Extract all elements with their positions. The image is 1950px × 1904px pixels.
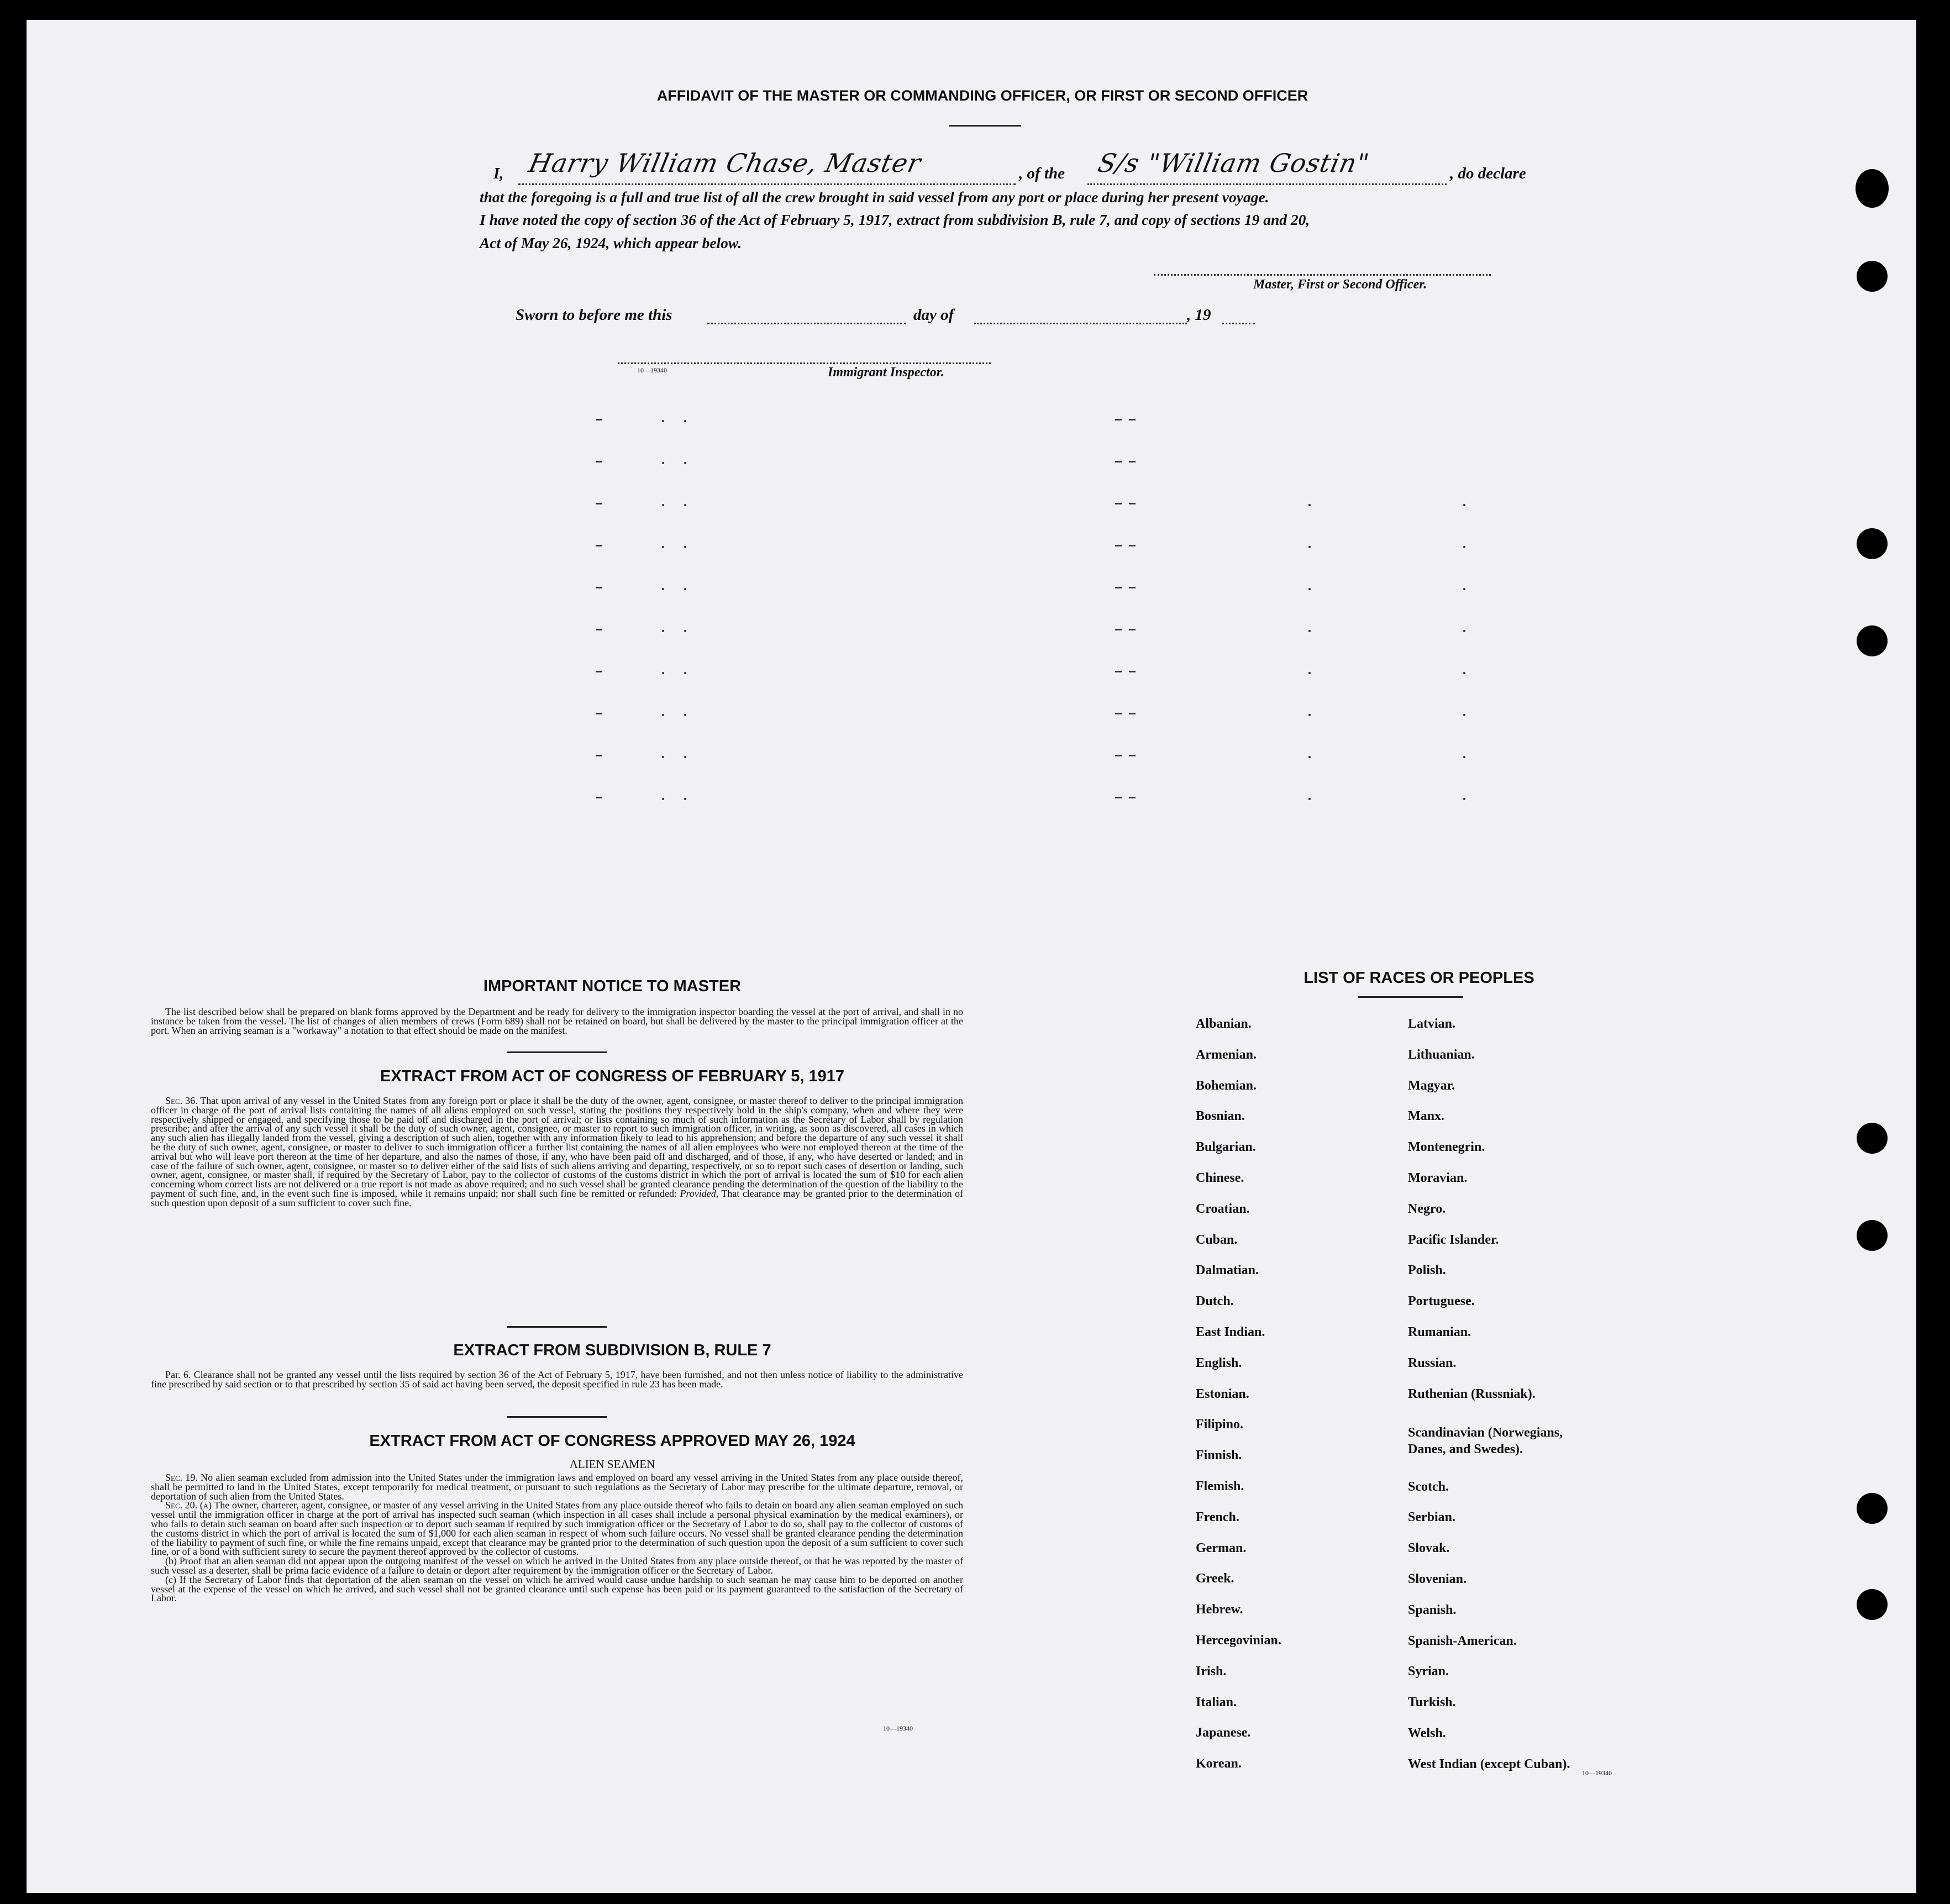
bleed-tick xyxy=(1129,713,1136,714)
bleed-tick xyxy=(1115,629,1122,630)
race-item: Manx. xyxy=(1408,1109,1444,1124)
bleed-dot xyxy=(1463,588,1465,590)
bleed-tick xyxy=(596,503,602,504)
bleed-dot xyxy=(662,462,664,464)
bleed-dot xyxy=(684,630,686,632)
punch-hole xyxy=(1857,261,1888,292)
sworn-day-label: day of xyxy=(913,306,954,324)
race-item: Japanese. xyxy=(1196,1726,1251,1740)
bleed-dot xyxy=(684,756,686,758)
bleed-dot xyxy=(684,798,686,800)
race-item: Flemish. xyxy=(1196,1479,1244,1493)
rule-7-text xyxy=(151,1370,963,1389)
sworn-date-blank xyxy=(707,323,906,324)
bleed-dot xyxy=(684,462,686,464)
bleed-dot xyxy=(1463,798,1465,800)
signature-line xyxy=(1154,274,1491,276)
race-item: Slovenian. xyxy=(1408,1572,1467,1586)
notice-title: IMPORTANT NOTICE TO MASTER xyxy=(483,977,742,995)
bleed-tick xyxy=(596,461,602,462)
bleed-dot xyxy=(684,714,686,716)
section-20-label: Sec. 20. (a) xyxy=(165,1500,212,1511)
proviso-label: Provided, xyxy=(680,1187,719,1199)
section-20b-paragraph: (b) Proof that an alien seaman did not appear upon the outgoing manifest of the vessel on which he arrived in the United States from any place outside thereof, or that he was reported by the master of such vessel as a deserter, shall be prima facie evidence of a failure to detain or deport after requirement by the immigration officer or the Secretary of Labor. xyxy=(151,1555,963,1576)
bleed-tick xyxy=(1129,461,1136,462)
bleed-dot xyxy=(1308,630,1311,632)
notice-divider xyxy=(507,1051,607,1053)
vessel-blank-line xyxy=(1087,183,1447,185)
bleed-tick xyxy=(1115,671,1122,672)
bleed-dot xyxy=(684,504,686,506)
sworn-prefix: Sworn to before me this xyxy=(516,306,672,324)
notice-paragraph: The list described below shall be prepared on blank forms approved by the Department and be ready for delivery to the immigration inspector boarding the vessel at the port of arrival, and shall in no instance be taken from the vessel. The list of changes of alien members of crews (Form 689) shall not be retained on board, but shall be delivered by the master to the principal immigration officer at the port. When an arriving seaman is a "workaway" a notation to that effect should be made on the manifest. xyxy=(151,1006,963,1036)
vessel-name-handwriting: S/s "William Gostin" xyxy=(1095,148,1373,178)
bleed-tick xyxy=(596,755,602,756)
race-item: West Indian (except Cuban). xyxy=(1408,1756,1570,1771)
race-item: Spanish-American. xyxy=(1408,1633,1517,1648)
race-item: Lithuanian. xyxy=(1408,1047,1475,1062)
bleed-tick xyxy=(1115,503,1122,504)
name-blank-line xyxy=(518,183,1016,185)
bleed-tick xyxy=(1115,713,1122,714)
bleed-dot xyxy=(662,588,664,590)
form-page xyxy=(27,20,1916,1893)
extract-1924-title: EXTRACT FROM ACT OF CONGRESS APPROVED MAY 26, 1924 xyxy=(369,1432,855,1450)
bleed-tick xyxy=(596,713,602,714)
bleed-tick xyxy=(1129,797,1136,798)
race-item: Hebrew. xyxy=(1196,1602,1243,1617)
race-item: Montenegrin. xyxy=(1408,1140,1485,1155)
race-item: Greek. xyxy=(1196,1571,1234,1586)
punch-hole xyxy=(1857,1123,1888,1154)
section-19-label: Sec. 19. xyxy=(165,1472,198,1483)
bleed-tick xyxy=(1129,419,1136,420)
race-item: Chinese. xyxy=(1196,1171,1244,1185)
section-20a-paragraph xyxy=(151,1501,963,1556)
proviso-text: That clearance may be granted prior to the determination of such question upon deposit of a sum sufficient to cover such fine. xyxy=(151,1187,964,1208)
affidavit-suffix: , do declare xyxy=(1450,165,1526,182)
bleed-tick xyxy=(596,419,602,420)
bleed-tick xyxy=(1115,461,1122,462)
punch-hole xyxy=(1857,1220,1888,1251)
notice-text xyxy=(151,1007,963,1035)
bleed-tick xyxy=(1115,587,1122,588)
sworn-month-blank xyxy=(974,323,1187,324)
bleed-tick xyxy=(1115,755,1122,756)
title-divider xyxy=(949,125,1021,127)
bleed-dot xyxy=(684,420,686,422)
race-item: Irish. xyxy=(1196,1664,1227,1679)
bleed-dot xyxy=(1308,798,1311,800)
bleed-tick xyxy=(596,629,602,630)
sworn-year-blank xyxy=(1222,323,1255,324)
race-item: Serbian. xyxy=(1408,1510,1456,1525)
race-item: Syrian. xyxy=(1408,1664,1449,1679)
race-item: German. xyxy=(1196,1540,1247,1555)
section-20a-body: The owner, charterer, agent, consignee, or master of any vessel arriving in the United States from any place outside thereof who fails to detain on board any alien seaman employed on such vessel until the immigration officer in charge at the port of arrival has inspected such seaman (which inspection in all cases shall include a personal physical examination by the medical examiners), or who fails to detain such seaman on board after such inspection or to deport such seaman if required by such immigration officer or the Secretary of Labor to do so, shall pay to the collector of customs of the customs district in which the port of arrival is located the sum of $1,000 for each alien seaman in respect of whom such failure occurs. No vessel shall be granted clearance pending the determination of the liability to payment of such fine, or while the fine remains unpaid, except that clearance may be granted prior to the determination of such question upon the deposit of a sum sufficient to cover such fine, or of a bond with sufficient surety to secure the payment thereof approved by the collector of customs. xyxy=(151,1500,963,1558)
race-item: Rumanian. xyxy=(1408,1325,1471,1339)
bleed-dot xyxy=(684,546,686,548)
race-item: East Indian. xyxy=(1196,1325,1265,1339)
section-20c-paragraph: (c) If the Secretary of Labor finds that deportation of the alien seaman on the vessel on which he arrived would cause undue hardship to such seaman he may cause him to be deported on another vessel at the expense of the vessel on which he arrived, and such vessel shall not be granted clearance until such expense has been paid or its payment guaranteed to the satisfaction of the Secretary of Labor. xyxy=(151,1574,963,1604)
bleed-dot xyxy=(662,630,664,632)
bleed-dot xyxy=(662,798,664,800)
signature-caption: Master, First or Second Officer. xyxy=(1253,277,1427,292)
bleed-dot xyxy=(1463,504,1465,506)
race-item: Magyar. xyxy=(1408,1078,1455,1093)
section-19-body: No alien seaman excluded from admission into the United States under the immigration laws and employed on board any vessel arriving in the United States from any place outside thereof, shall be permitted to land in the United States, except temporarily for medical treatment, or pursuant to such regulations as the Secretary of Labor may prescribe for the ultimate departure, removal, or deportation of such alien from the United States. xyxy=(151,1472,963,1502)
bleed-dot xyxy=(1463,546,1465,548)
race-item: Filipino. xyxy=(1196,1417,1244,1432)
inspector-signature-line xyxy=(618,362,991,364)
sworn-year-label: , 19 xyxy=(1187,306,1211,324)
punch-hole xyxy=(1857,1589,1888,1620)
race-item: Croatian. xyxy=(1196,1201,1250,1216)
bleed-dot xyxy=(662,546,664,548)
race-item: Portuguese. xyxy=(1408,1294,1475,1309)
race-item: Latvian. xyxy=(1408,1017,1456,1031)
bleed-tick xyxy=(596,671,602,672)
race-item: Finnish. xyxy=(1196,1448,1242,1463)
section-36-label: Sec. 36. xyxy=(165,1095,198,1106)
section-36-body: That upon arrival of any vessel in the United States from any foreign port or place it shall be the duty of the owner, agent, consignee, or master thereof to deliver to the principal immigration officer in charge of the port of arrival lists containing the names of all aliens employed on such vessel, stating the positions they respectively hold in the ship's company, when and where they were respectively shipped or engaged, and specifying those to be paid off and discharged in the port of arrival; or lists containing so much of such information as the Secretary of Labor shall by regulation prescribe; and after the arrival of any such vessel it shall be the duty of such owner, agent, consignee, or master to report to such immigration officer, in writing, as soon as discovered, all cases in which any such alien has illegally landed from the vessel, giving a description of such alien, together with any information likely to lead to his apprehension; and before the departure of any such vessel it shall be the duty of such owner, agent, consignee, or master to deliver to such immigration officer a further list containing the names of all alien employees who were not employed thereon at the time of the arrival but who will leave port thereon at the time of her departure, and also the names of those, if any, who have been paid off and discharged, and of those, if any, who have deserted or landed; and in case of the failure of such owner, agent, consignee, or master so to deliver either of the said lists of such aliens arriving and departing, respectively, or so to report such cases of desertion or landing, such owner, agent, consignee, or master shall, if required by the Secretary of Labor, pay to the collector of customs of the customs district in which the port of arrival is located the sum of $10 for each alien concerning whom correct lists are not delivered or a true report is not made as above required; and no such vessel shall be granted clearance pending the determination of the question of the liability to the payment of such fine, and, in the event such fine is imposed, while it remains unpaid; nor shall such fine be remitted or refunded: xyxy=(151,1095,963,1199)
rule-7-paragraph: Par. 6. Clearance shall not be granted any vessel until the lists required by section 36 of the Act of February 5, 1917, have been furnished, and not then unless notice of liability to the administrative fine prescribed by said section or to that prescribed by section 35 of said act having been served, the deposit specified in rule 23 has been made. xyxy=(151,1369,963,1390)
race-item: Moravian. xyxy=(1408,1171,1468,1185)
bleed-dot xyxy=(662,714,664,716)
bleed-dot xyxy=(662,504,664,506)
affidavit-mid: , of the xyxy=(1019,165,1065,182)
bleed-dot xyxy=(1308,714,1311,716)
race-item: Bulgarian. xyxy=(1196,1140,1256,1155)
race-item: Dalmatian. xyxy=(1196,1263,1259,1278)
bleed-dot xyxy=(1308,756,1311,758)
form-number-top: 10—19340 xyxy=(637,366,667,374)
race-item: French. xyxy=(1196,1509,1239,1524)
race-item: Polish. xyxy=(1408,1263,1446,1278)
bleed-dot xyxy=(662,420,664,422)
bleed-dot xyxy=(1308,672,1311,674)
race-item: Armenian. xyxy=(1196,1047,1257,1062)
race-item: Bosnian. xyxy=(1196,1109,1245,1124)
race-item: Spanish. xyxy=(1408,1602,1457,1617)
race-item: Cuban. xyxy=(1196,1232,1238,1247)
race-item: Pacific Islander. xyxy=(1408,1232,1499,1247)
punch-hole xyxy=(1856,169,1889,208)
affidavit-title: AFFIDAVIT OF THE MASTER OR COMMANDING OFFICER, OR FIRST OR SECOND OFFICER xyxy=(656,87,1308,104)
bleed-tick xyxy=(596,797,602,798)
punch-hole xyxy=(1857,1493,1888,1524)
section-19-paragraph xyxy=(151,1473,963,1501)
bleed-dot xyxy=(1463,630,1465,632)
bleed-dot xyxy=(662,672,664,674)
inspector-caption: Immigrant Inspector. xyxy=(828,365,944,380)
bleed-tick xyxy=(1129,671,1136,672)
bleed-dot xyxy=(1308,588,1311,590)
bleed-tick xyxy=(1129,587,1136,588)
affidavit-prefix: I, xyxy=(493,165,504,182)
race-item: Danes, and Swedes). xyxy=(1408,1442,1523,1456)
affidavit-line-3: I have noted the copy of section 36 of the Act of February 5, 1917, extract from subdivision B, rule 7, and copy of sections 19 and 20, xyxy=(480,211,1310,228)
extract-1917-divider xyxy=(507,1326,607,1328)
race-item: Korean. xyxy=(1196,1756,1242,1771)
bleed-tick xyxy=(1129,629,1136,630)
race-item: Scotch. xyxy=(1408,1479,1449,1494)
race-item: Bohemian. xyxy=(1196,1078,1257,1093)
punch-hole xyxy=(1857,528,1888,559)
bleed-tick xyxy=(1129,545,1136,546)
race-item: Slovak. xyxy=(1408,1541,1450,1556)
race-item: Estonian. xyxy=(1196,1386,1249,1401)
bleed-dot xyxy=(1308,546,1311,548)
bleed-dot xyxy=(1308,504,1311,506)
extract-1924-text xyxy=(151,1473,963,1603)
bleed-tick xyxy=(1129,755,1136,756)
bleed-dot xyxy=(1463,756,1465,758)
race-item: Dutch. xyxy=(1196,1294,1234,1309)
bleed-tick xyxy=(1115,419,1122,420)
alien-seamen-subtitle: ALIEN SEAMEN xyxy=(569,1458,655,1471)
race-item: Hercegovinian. xyxy=(1196,1633,1281,1648)
extract-1917-title: EXTRACT FROM ACT OF CONGRESS OF FEBRUARY 5, 1917 xyxy=(380,1067,845,1085)
section-36-paragraph xyxy=(151,1096,963,1208)
race-item: Russian. xyxy=(1408,1355,1457,1370)
form-number-bottom-right: 10—19340 xyxy=(1582,1769,1612,1777)
bleed-tick xyxy=(1115,797,1122,798)
bleed-tick xyxy=(596,545,602,546)
punch-hole xyxy=(1857,625,1888,656)
rule-7-title: EXTRACT FROM SUBDIVISION B, RULE 7 xyxy=(453,1342,771,1359)
rule-7-divider xyxy=(507,1416,607,1418)
race-item: English. xyxy=(1196,1355,1242,1370)
affidavit-line-4: Act of May 26, 1924, which appear below. xyxy=(480,234,742,251)
master-name-handwriting: Harry William Chase, Master xyxy=(526,148,924,178)
extract-1917-text xyxy=(151,1096,963,1208)
race-item: Ruthenian (Russniak). xyxy=(1408,1386,1536,1401)
bleed-dot xyxy=(662,756,664,758)
races-divider xyxy=(1358,996,1463,998)
race-item: Negro. xyxy=(1408,1201,1446,1216)
bleed-tick xyxy=(1115,545,1122,546)
bleed-dot xyxy=(684,588,686,590)
race-item: Turkish. xyxy=(1408,1695,1456,1710)
races-title: LIST OF RACES OR PEOPLES xyxy=(1303,969,1534,987)
race-item: Welsh. xyxy=(1408,1726,1446,1740)
race-item: Albanian. xyxy=(1196,1017,1252,1031)
affidavit-line-2: that the foregoing is a full and true list of all the crew brought in said vessel from any port or place during her present voyage. xyxy=(480,188,1269,206)
bleed-dot xyxy=(1463,714,1465,716)
bleed-dot xyxy=(1463,672,1465,674)
bleed-tick xyxy=(596,587,602,588)
race-item: Italian. xyxy=(1196,1695,1237,1710)
bleed-dot xyxy=(684,672,686,674)
bleed-tick xyxy=(1129,503,1136,504)
form-number-bottom-left: 10—19340 xyxy=(883,1724,913,1732)
race-item: Scandinavian (Norwegians, xyxy=(1408,1425,1563,1440)
